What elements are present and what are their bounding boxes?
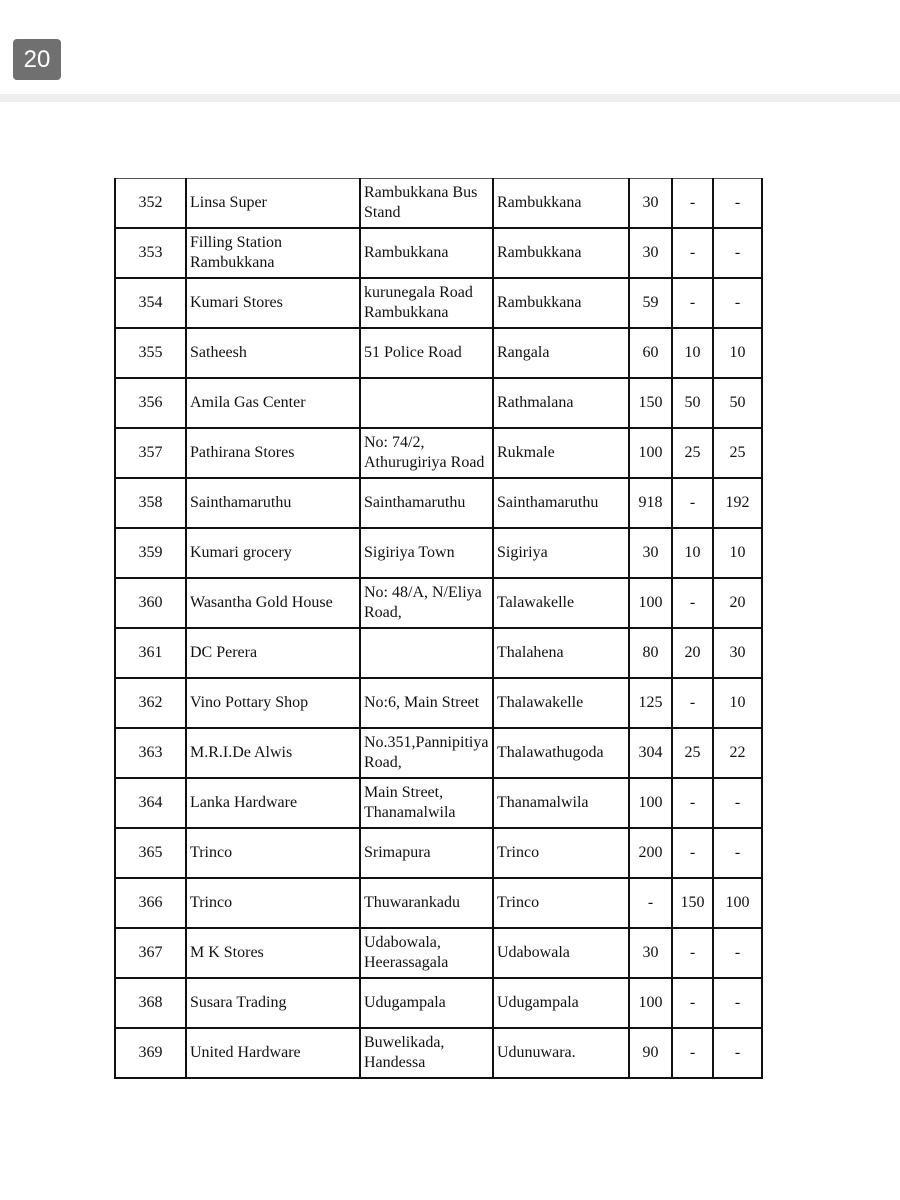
row-number-cell: 352 (115, 179, 186, 229)
address-cell: Main Street, Thanamalwila (360, 778, 493, 828)
table-row (115, 978, 762, 1028)
area-cell: Rathmalana (493, 378, 629, 428)
quantity-2-cell: - (672, 828, 713, 878)
quantity-1-cell: 59 (629, 278, 672, 328)
table-row (115, 1028, 762, 1078)
page-number-badge[interactable]: 20 (13, 39, 61, 80)
dealer-name-cell: M K Stores (186, 928, 360, 978)
quantity-3-cell: - (713, 828, 762, 878)
dealer-name-cell: M.R.I.De Alwis (186, 728, 360, 778)
table-row (115, 678, 762, 728)
row-number-cell: 353 (115, 228, 186, 278)
area-cell: Thanamalwila (493, 778, 629, 828)
quantity-2-cell: - (672, 928, 713, 978)
area-cell: Trinco (493, 878, 629, 928)
row-number-cell: 368 (115, 978, 186, 1028)
row-number-cell: 355 (115, 328, 186, 378)
dealer-name-cell: Vino Pottary Shop (186, 678, 360, 728)
area-cell: Rambukkana (493, 179, 629, 229)
dealer-name-cell: DC Perera (186, 628, 360, 678)
address-cell: Udugampala (360, 978, 493, 1028)
row-number-cell: 364 (115, 778, 186, 828)
dealer-table-body (115, 179, 762, 1079)
row-number-cell: 367 (115, 928, 186, 978)
quantity-2-cell: - (672, 1028, 713, 1078)
quantity-1-cell: 30 (629, 928, 672, 978)
area-cell: Trinco (493, 828, 629, 878)
table-row (115, 179, 762, 229)
table-row (115, 728, 762, 778)
quantity-1-cell: 100 (629, 428, 672, 478)
quantity-3-cell: - (713, 179, 762, 229)
quantity-3-cell: - (713, 278, 762, 328)
area-cell: Rambukkana (493, 228, 629, 278)
dealer-name-cell: Filling Station Rambukkana (186, 228, 360, 278)
row-number-cell: 360 (115, 578, 186, 628)
quantity-1-cell: 30 (629, 228, 672, 278)
quantity-2-cell: 25 (672, 728, 713, 778)
quantity-1-cell: 918 (629, 478, 672, 528)
quantity-1-cell: 304 (629, 728, 672, 778)
quantity-2-cell: 150 (672, 878, 713, 928)
table-row (115, 528, 762, 578)
dealer-name-cell: Trinco (186, 878, 360, 928)
dealer-name-cell: Pathirana Stores (186, 428, 360, 478)
quantity-1-cell: 100 (629, 978, 672, 1028)
address-cell: kurunegala Road Rambukkana (360, 278, 493, 328)
quantity-3-cell: - (713, 228, 762, 278)
address-cell (360, 628, 493, 678)
address-cell: Sigiriya Town (360, 528, 493, 578)
table-row (115, 628, 762, 678)
quantity-3-cell: - (713, 778, 762, 828)
address-cell: No: 74/2, Athurugiriya Road (360, 428, 493, 478)
address-cell: Udabowala, Heerassagala (360, 928, 493, 978)
area-cell: Udabowala (493, 928, 629, 978)
quantity-3-cell: 10 (713, 528, 762, 578)
dealer-name-cell: Wasantha Gold House (186, 578, 360, 628)
area-cell: Thalawathugoda (493, 728, 629, 778)
quantity-2-cell: - (672, 278, 713, 328)
quantity-2-cell: - (672, 778, 713, 828)
area-cell: Rambukkana (493, 278, 629, 328)
table-row (115, 328, 762, 378)
quantity-3-cell: 10 (713, 328, 762, 378)
dealer-name-cell: Sainthamaruthu (186, 478, 360, 528)
quantity-1-cell: - (629, 878, 672, 928)
quantity-1-cell: 100 (629, 578, 672, 628)
quantity-1-cell: 100 (629, 778, 672, 828)
row-number-cell: 357 (115, 428, 186, 478)
row-number-cell: 363 (115, 728, 186, 778)
quantity-3-cell: 100 (713, 878, 762, 928)
quantity-1-cell: 80 (629, 628, 672, 678)
address-cell: Thuwarankadu (360, 878, 493, 928)
address-cell: No:6, Main Street (360, 678, 493, 728)
quantity-3-cell: 25 (713, 428, 762, 478)
quantity-2-cell: - (672, 978, 713, 1028)
quantity-3-cell: 20 (713, 578, 762, 628)
dealer-name-cell: Trinco (186, 828, 360, 878)
row-number-cell: 365 (115, 828, 186, 878)
table-row (115, 228, 762, 278)
row-number-cell: 366 (115, 878, 186, 928)
viewer-toolbar (0, 0, 900, 96)
area-cell: Udunuwara. (493, 1028, 629, 1078)
table-row (115, 828, 762, 878)
quantity-3-cell: 50 (713, 378, 762, 428)
quantity-1-cell: 90 (629, 1028, 672, 1078)
quantity-2-cell: - (672, 578, 713, 628)
quantity-2-cell: - (672, 179, 713, 229)
table-row (115, 428, 762, 478)
row-number-cell: 361 (115, 628, 186, 678)
quantity-3-cell: 192 (713, 478, 762, 528)
area-cell: Talawakelle (493, 578, 629, 628)
table-row (115, 378, 762, 428)
address-cell: Sainthamaruthu (360, 478, 493, 528)
quantity-1-cell: 200 (629, 828, 672, 878)
dealer-name-cell: Kumari Stores (186, 278, 360, 328)
quantity-2-cell: 50 (672, 378, 713, 428)
address-cell: Srimapura (360, 828, 493, 878)
quantity-2-cell: 25 (672, 428, 713, 478)
quantity-2-cell: 10 (672, 328, 713, 378)
quantity-3-cell: - (713, 978, 762, 1028)
quantity-2-cell: 20 (672, 628, 713, 678)
address-cell: Rambukkana Bus Stand (360, 179, 493, 229)
table-row (115, 928, 762, 978)
dealer-name-cell: Susara Trading (186, 978, 360, 1028)
row-number-cell: 358 (115, 478, 186, 528)
quantity-2-cell: - (672, 478, 713, 528)
address-cell: 51 Police Road (360, 328, 493, 378)
row-number-cell: 354 (115, 278, 186, 328)
dealer-name-cell: Lanka Hardware (186, 778, 360, 828)
area-cell: Thalahena (493, 628, 629, 678)
quantity-3-cell: - (713, 928, 762, 978)
dealer-name-cell: Satheesh (186, 328, 360, 378)
row-number-cell: 356 (115, 378, 186, 428)
address-cell: Rambukkana (360, 228, 493, 278)
row-number-cell: 369 (115, 1028, 186, 1078)
dealer-name-cell: United Hardware (186, 1028, 360, 1078)
quantity-1-cell: 30 (629, 528, 672, 578)
dealer-name-cell: Amila Gas Center (186, 378, 360, 428)
row-number-cell: 359 (115, 528, 186, 578)
area-cell: Rukmale (493, 428, 629, 478)
quantity-2-cell: 10 (672, 528, 713, 578)
quantity-3-cell: 22 (713, 728, 762, 778)
quantity-3-cell: 30 (713, 628, 762, 678)
dealer-name-cell: Kumari grocery (186, 528, 360, 578)
quantity-1-cell: 150 (629, 378, 672, 428)
area-cell: Udugampala (493, 978, 629, 1028)
area-cell: Sainthamaruthu (493, 478, 629, 528)
address-cell: Buwelikada, Handessa (360, 1028, 493, 1078)
quantity-3-cell: 10 (713, 678, 762, 728)
table-row (115, 278, 762, 328)
area-cell: Rangala (493, 328, 629, 378)
table-row (115, 878, 762, 928)
quantity-1-cell: 60 (629, 328, 672, 378)
quantity-1-cell: 125 (629, 678, 672, 728)
area-cell: Sigiriya (493, 528, 629, 578)
area-cell: Thalawakelle (493, 678, 629, 728)
dealer-name-cell: Linsa Super (186, 179, 360, 229)
toolbar-divider (0, 94, 900, 102)
row-number-cell: 362 (115, 678, 186, 728)
table-row (115, 778, 762, 828)
quantity-1-cell: 30 (629, 179, 672, 229)
dealer-table (114, 178, 763, 1079)
address-cell: No.351,Pannipitiya Road, (360, 728, 493, 778)
quantity-2-cell: - (672, 678, 713, 728)
quantity-2-cell: - (672, 228, 713, 278)
address-cell: No: 48/A, N/Eliya Road, (360, 578, 493, 628)
table-row (115, 478, 762, 528)
quantity-3-cell: - (713, 1028, 762, 1078)
table-row (115, 578, 762, 628)
address-cell (360, 378, 493, 428)
